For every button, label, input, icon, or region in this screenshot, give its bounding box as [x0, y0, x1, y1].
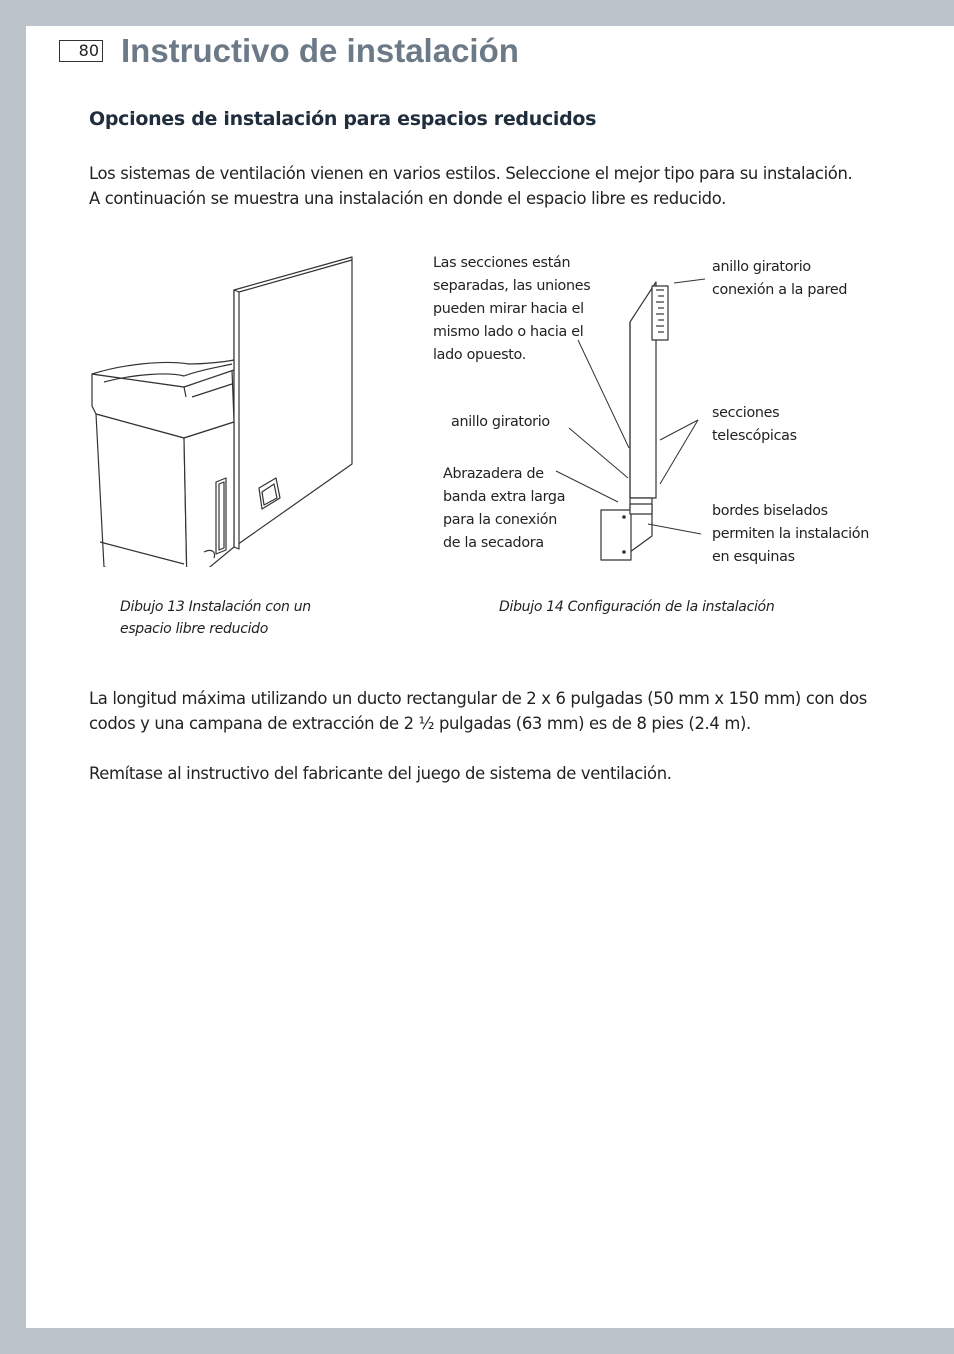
- page-title: Instructivo de instalación: [121, 32, 519, 69]
- manual-page: [26, 26, 954, 1328]
- label-clamp: Abrazadera de banda extra larga para la conexión de la secadora: [443, 466, 566, 551]
- figure-13-caption: Dibujo 13 Instalación con un espacio libre reducido: [120, 599, 311, 637]
- body-paragraph-line-1: La longitud máxima utilizando un ducto rectangular de 2 x 6 pulgadas (50 mm x 150 mm) con dos: [89, 689, 867, 708]
- label-swivel-ring: anillo giratorio: [451, 414, 550, 430]
- label-swivel-ring-wall: anillo giratorio conexión a la pared: [712, 259, 848, 298]
- body-paragraph-line-3: Remítase al instructivo del fabricante del juego de sistema de ventilación.: [89, 764, 672, 783]
- intro-paragraph-line-2: A continuación se muestra una instalación en donde el espacio libre es reducido.: [89, 189, 726, 208]
- section-heading: Opciones de instalación para espacios reducidos: [89, 108, 597, 130]
- body-paragraph-line-2: codos y una campana de extracción de 2 ½ pulgadas (63 mm) es de 8 pies (2.4 m).: [89, 714, 751, 733]
- label-sections-separated: Las secciones están separadas, las uniones pueden mirar hacia el mismo lado o hacia el lado opuesto.: [433, 255, 591, 363]
- intro-paragraph-line-1: Los sistemas de ventilación vienen en varios estilos. Seleccione el mejor tipo para su instalación.: [89, 164, 853, 183]
- label-telescopic-sections: secciones telescópicas: [712, 405, 797, 444]
- page-number: 80: [59, 40, 103, 62]
- label-beveled-edges: bordes biselados permiten la instalación en esquinas: [712, 503, 870, 565]
- figure-14-caption: Dibujo 14 Configuración de la instalación: [499, 599, 775, 615]
